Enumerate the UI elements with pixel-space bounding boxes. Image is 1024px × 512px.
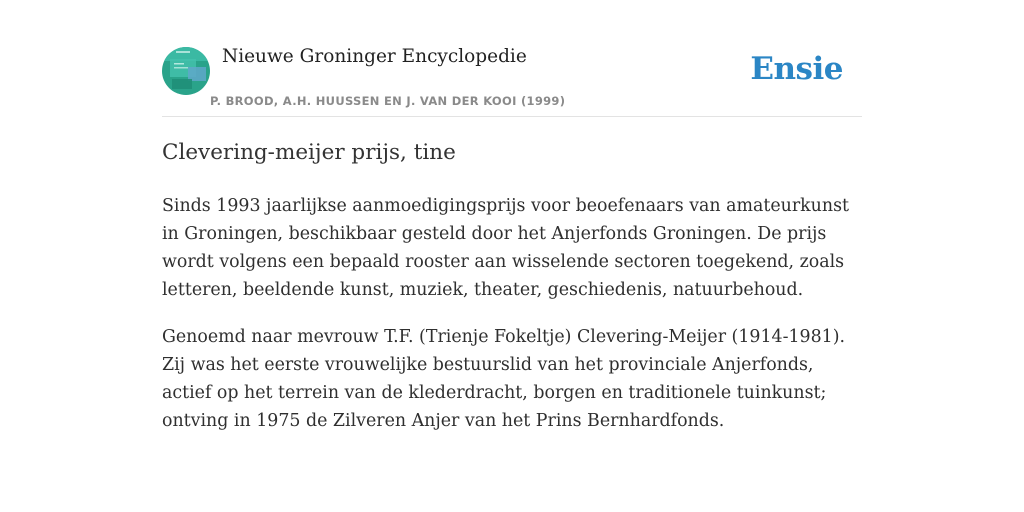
book-cover-graphic bbox=[162, 47, 210, 95]
book-title[interactable]: Nieuwe Groninger Encyclopedie bbox=[222, 46, 527, 67]
book-cover-image[interactable] bbox=[162, 47, 210, 95]
entry-paragraph: Genoemd naar mevrouw T.F. (Trienje Fokeltje) Clevering-Meijer (1914-1981). Zij was het eerste vrouwelijke bestuurslid van het provinciale Anjerfonds, actief op het terrein van de klederdracht, borgen en traditionele tuinkunst; ontving in 1975 de Zilveren Anjer van het Prins Bernhardfonds. bbox=[162, 327, 846, 431]
book-authors: P. BROOD, A.H. HUUSSEN EN J. VAN DER KOOI (1999) bbox=[210, 94, 566, 108]
entry-title: Clevering-meijer prijs, tine bbox=[162, 140, 456, 165]
ensie-logo-link[interactable]: Ensie bbox=[750, 51, 843, 87]
entry-content bbox=[162, 192, 862, 454]
book-header bbox=[162, 40, 862, 117]
entry-paragraph: Sinds 1993 jaarlijkse aanmoedigingsprijs voor beoefenaars van amateurkunst in Groningen, beschikbaar gesteld door het Anjerfonds Groningen. De prijs wordt volgens een bepaald rooster aan wisselende sectoren toegekend, zoals letteren, beeldende kunst, muziek, theater, geschiedenis, natuurbehoud. bbox=[162, 196, 849, 300]
